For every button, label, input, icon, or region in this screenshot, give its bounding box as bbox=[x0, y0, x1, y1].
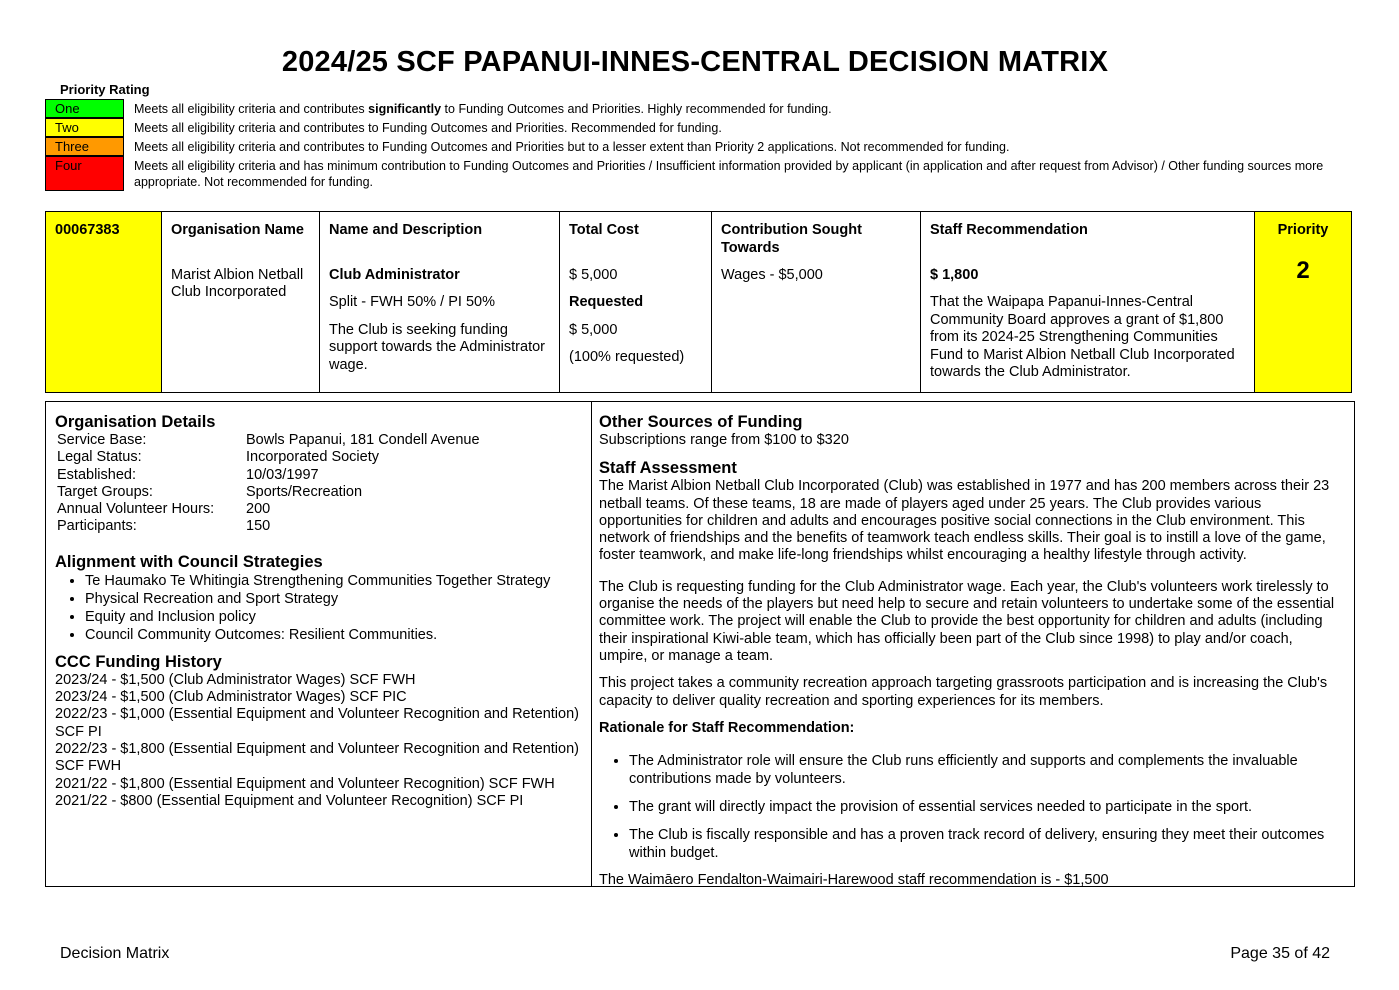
detail-value: 10/03/1997 bbox=[246, 466, 319, 483]
closing-statement: The Waimāero Fendalton-Waimairi-Harewood staff recommendation is - $1,500 bbox=[599, 872, 1109, 889]
assessment-paragraph: The Marist Albion Netball Club Incorporated (Club) was established in 1977 and has 200 members across their 23 netball teams. Of these teams, 18 are made of players aged under 25 years. The Club provides various opportunities for children and adults and encourages positive social connections in the Club environment. This network of friendships and the benefits of teamwork teach endless skills. Their goal is to instill a love of the game, foster teamwork, and make life-long friendships whilst encouraging a healthy lifestyle through activity. bbox=[599, 478, 1330, 564]
recommendation-amount: $ 1,800 bbox=[930, 266, 979, 283]
staff-recommendation-header: Staff Recommendation bbox=[930, 222, 1088, 238]
right-column bbox=[599, 413, 1345, 889]
detail-value: Incorporated Society bbox=[246, 449, 379, 466]
detail-value: Sports/Recreation bbox=[246, 483, 363, 500]
other-funding-heading: Other Sources of Funding bbox=[599, 413, 803, 431]
organisation-details-list bbox=[55, 432, 585, 536]
staff-recommendation-cell bbox=[921, 212, 1255, 393]
list-item: 2021/22 - $800 (Essential Equipment and Volunteer Recognition) SCF PI bbox=[55, 792, 524, 809]
alignment-heading: Alignment with Council Strategies bbox=[55, 552, 323, 571]
contribution-header: Contribution Sought Towards bbox=[721, 222, 862, 256]
rationale-list bbox=[599, 752, 1345, 862]
priority-swatch-four: Four bbox=[45, 156, 124, 191]
application-id-cell bbox=[46, 212, 162, 393]
priority-swatch-three: Three bbox=[45, 137, 124, 156]
organisation-name: Marist Albion Netball Club Incorporated bbox=[171, 266, 304, 300]
list-item: • Te Haumako Te Whitingia Strengthening Communities Together Strategy bbox=[85, 572, 585, 590]
funding-history-heading: CCC Funding History bbox=[55, 652, 222, 671]
contribution-value: Wages - $5,000 bbox=[721, 267, 823, 283]
organisation-details-heading: Organisation Details bbox=[55, 413, 216, 431]
detail-label: Annual Volunteer Hours: bbox=[57, 501, 215, 518]
list-item: • The grant will directly impact the provision of essential services needed to participate in the sport. bbox=[629, 798, 1345, 816]
staff-assessment-heading: Staff Assessment bbox=[599, 459, 737, 478]
priority-row-two bbox=[45, 118, 1345, 137]
requested-amount: $ 5,000 bbox=[569, 321, 618, 338]
detail-value: 150 bbox=[246, 518, 271, 535]
list-item: 2022/23 - $1,000 (Essential Equipment and Volunteer Recognition and Retention) SCF PI bbox=[55, 706, 579, 740]
organisation-cell bbox=[162, 212, 320, 393]
project-split: Split - FWH 50% / PI 50% bbox=[329, 294, 495, 310]
project-description: The Club is seeking funding support towards the Administrator wage. bbox=[329, 321, 545, 373]
rationale-heading: Rationale for Staff Recommendation: bbox=[599, 719, 855, 736]
other-funding-text: Subscriptions range from $100 to $320 bbox=[599, 432, 849, 448]
detail-value: 200 bbox=[246, 501, 271, 518]
total-cost-header: Total Cost bbox=[569, 222, 639, 238]
requested-percent: (100% requested) bbox=[569, 349, 685, 365]
priority-description-one: Meets all eligibility criteria and contributes significantly to Funding Outcomes and Priorities. Highly recommended for funding. bbox=[134, 102, 832, 116]
organisation-name-header: Organisation Name bbox=[171, 222, 304, 238]
detail-label: Service Base: bbox=[57, 432, 147, 448]
priority-description-three: Meets all eligibility criteria and contributes to Funding Outcomes and Priorities but to a lesser extent than Priority 2 applications. Not recommended for funding. bbox=[134, 140, 1010, 154]
detail-value: Bowls Papanui, 181 Condell Avenue bbox=[246, 432, 480, 448]
priority-value: 2 bbox=[1296, 256, 1310, 284]
priority-row-three bbox=[45, 137, 1345, 156]
priority-rating-heading: Priority Rating bbox=[60, 82, 150, 97]
list-item: • Physical Recreation and Sport Strategy bbox=[85, 590, 585, 608]
contribution-cell bbox=[712, 212, 921, 393]
assessment-paragraph: This project takes a community recreation approach targeting grassroots participation and is increasing the Club's capacity to deliver quality recreation and sporting experiences for its members. bbox=[599, 675, 1328, 709]
column-divider bbox=[591, 402, 592, 886]
list-item: • Equity and Inclusion policy bbox=[85, 608, 585, 626]
name-description-header: Name and Description bbox=[329, 222, 483, 238]
list-item: • Council Community Outcomes: Resilient Communities. bbox=[85, 626, 585, 644]
priority-row-one bbox=[45, 99, 1345, 118]
priority-description-four: Meets all eligibility criteria and has minimum contribution to Funding Outcomes and Priorities / Insufficient information provided by applicant (in application and after request from Advisor) / Other funding sources more appropriate. Not recommended for funding. bbox=[134, 159, 1324, 189]
application-id: 00067383 bbox=[55, 222, 120, 238]
funding-history-list bbox=[55, 672, 585, 810]
detail-label: Legal Status: bbox=[57, 449, 142, 466]
assessment-panel bbox=[45, 401, 1355, 887]
priority-cell bbox=[1255, 212, 1352, 393]
detail-label: Participants: bbox=[57, 518, 137, 535]
footer-title: Decision Matrix bbox=[60, 945, 170, 962]
alignment-list bbox=[55, 572, 585, 644]
recommendation-text: That the Waipapa Papanui-Innes-Central Community Board approves a grant of $1,800 from its 2024-25 Strengthening Communities Fund to Marist Albion Netball Club Incorporated towards the Club Administrator. bbox=[930, 294, 1235, 380]
priority-header: Priority bbox=[1277, 222, 1329, 238]
requested-label: Requested bbox=[569, 294, 644, 310]
description-cell bbox=[320, 212, 560, 393]
left-column bbox=[55, 413, 585, 810]
priority-row-four bbox=[45, 156, 1345, 191]
list-item: • The Administrator role will ensure the Club runs efficiently and supports and complements the invaluable contributions made by volunteers. bbox=[629, 752, 1345, 788]
list-item: 2022/23 - $1,800 (Essential Equipment and Volunteer Recognition and Retention) SCF FWH bbox=[55, 740, 579, 775]
detail-label: Established: bbox=[57, 466, 136, 483]
list-item: 2021/22 - $1,800 (Essential Equipment and Volunteer Recognition) SCF FWH bbox=[55, 775, 555, 792]
list-item: 2023/24 - $1,500 (Club Administrator Wages) SCF PIC bbox=[55, 689, 407, 706]
detail-label: Target Groups: bbox=[57, 483, 153, 500]
priority-description-two: Meets all eligibility criteria and contributes to Funding Outcomes and Priorities. Recommended for funding. bbox=[134, 121, 722, 135]
assessment-paragraph: The Club is requesting funding for the Club Administrator wage. Each year, the Club's volunteers work tirelessly to organise the needs of the players but need help to secure and retain volunteers to undertake some of the essential committee work. The project will enable the Club to provide the best opportunity for children and adults (including their inspirational Kiwi-able team, which has officially been part of the Club since 1998) to play and/or coach, umpire, or manage a team. bbox=[599, 578, 1335, 664]
total-cost-value: $ 5,000 bbox=[569, 266, 618, 283]
list-item: 2023/24 - $1,500 (Club Administrator Wages) SCF FWH bbox=[55, 671, 416, 688]
page-number: Page 35 of 42 bbox=[1230, 945, 1330, 962]
priority-swatch-two: Two bbox=[45, 118, 124, 137]
priority-swatch-one: One bbox=[45, 99, 124, 118]
decision-matrix-table bbox=[45, 211, 1352, 393]
project-name: Club Administrator bbox=[329, 266, 460, 283]
total-cost-cell bbox=[560, 212, 712, 393]
list-item: • The Club is fiscally responsible and has a proven track record of delivery, ensuring they meet their outcomes within budget. bbox=[629, 826, 1345, 862]
page-title: 2024/25 SCF PAPANUI-INNES-CENTRAL DECISION MATRIX bbox=[281, 46, 1109, 78]
